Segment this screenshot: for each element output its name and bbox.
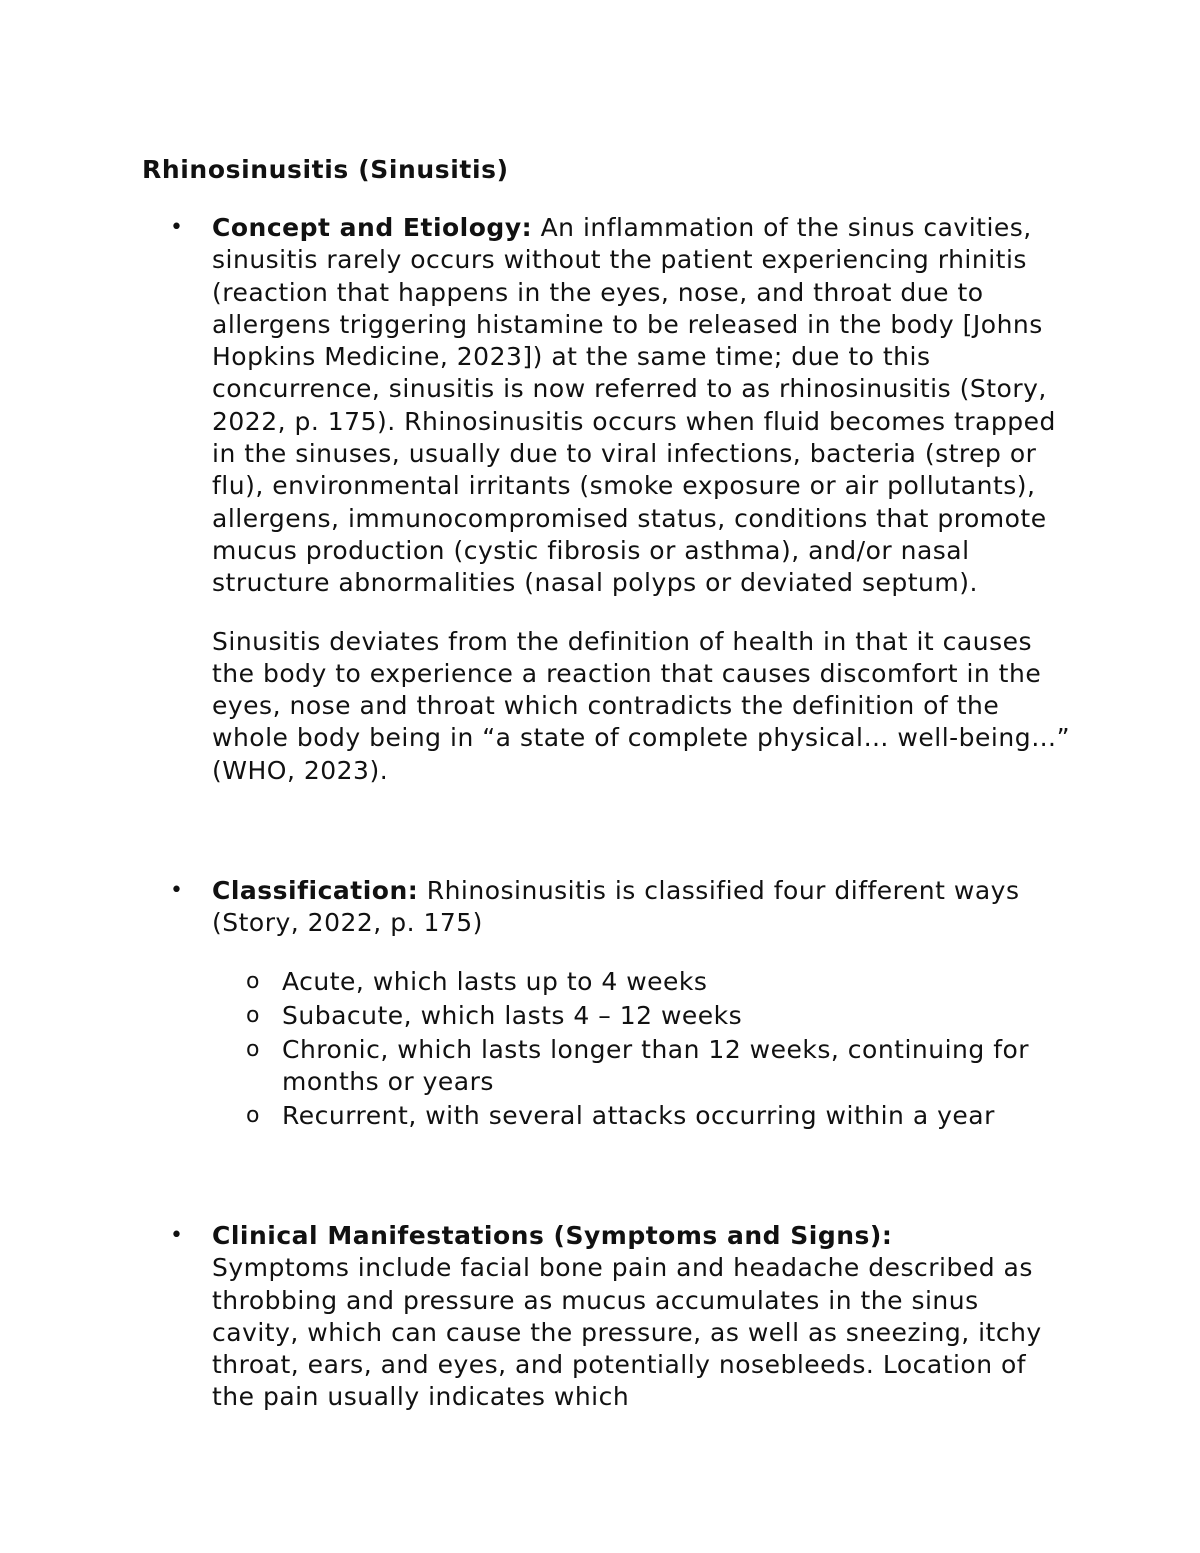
bullet-marker: •: [170, 215, 184, 240]
list-item: [246, 966, 1146, 998]
bullet-marker: •: [170, 1223, 184, 1248]
section-classification: [170, 875, 1052, 940]
list-item-text: Recurrent, with several attacks occurring within a year: [282, 1101, 995, 1131]
list-item: [246, 1034, 1052, 1099]
sub-bullet-marker: o: [246, 969, 260, 994]
list-item-text: Chronic, which lasts longer than 12 weeks, continuing for months or years: [282, 1034, 1030, 1097]
section-label: Concept and Etiology:: [212, 213, 533, 242]
bullet-marker: •: [170, 878, 184, 903]
classification-list: [246, 966, 1146, 1133]
section-label: Clinical Manifestations (Symptoms and Signs):: [212, 1221, 893, 1250]
health-deviation-paragraph: Sinusitis deviates from the definition of health in that it causes the body to experience a reaction that causes discomfort in the eyes, nose and throat which contradicts the definition of the whole body being in “a state of complete physical… well-being…” (WHO, 2023).: [212, 626, 1071, 785]
section-label: Classification:: [212, 876, 419, 905]
list-item: [246, 1000, 1146, 1032]
section-clinical-manifestations: [170, 1220, 1072, 1414]
sub-bullet-marker: o: [246, 1002, 260, 1028]
concept-paragraph: [212, 212, 1072, 600]
list-item-text: Acute, which lasts up to 4 weeks: [282, 967, 708, 996]
sub-bullet-marker: o: [246, 1036, 260, 1062]
clinical-paragraph: [212, 1220, 1072, 1414]
concept-text: An inflammation of the sinus cavities, sinusitis rarely occurs without the patient experiencing rhinitis (reaction that happens in the eyes, nose, and throat due to allergens triggering histamine to be released in the body [Johns Hopkins Medicine, 2023]) at the same time; due to this concurrence, sinusitis is now referred to as rhinosinusitis (Story, 2022, p. 175). Rhinosinusitis occurs when fluid becomes trapped in the sinuses, usually due to viral infections, bacteria (strep or flu), environmental irritants (smoke exposure or air pollutants), allergens, immunocompromised status, conditions that promote mucus production (cystic fibrosis or asthma), and/or nasal structure abnormalities (nasal polyps or deviated septum).: [212, 213, 1056, 598]
list-item-text: Subacute, which lasts 4 – 12 weeks: [282, 1000, 743, 1030]
clinical-text: Symptoms include facial bone pain and headache described as throbbing and pressure as mucus accumulates in the sinus cavity, which can cause the pressure, as well as sneezing, itchy throat, ears, and eyes, and potentially nosebleeds. Location of the pain usually indicates which: [212, 1253, 1042, 1412]
list-item: [246, 1100, 1146, 1132]
document-title: Rhinosinusitis (Sinusitis): [142, 155, 509, 184]
sub-bullet-marker: o: [246, 1103, 260, 1129]
classification-intro: Rhinosinusitis is classified four different ways (Story, 2022, p. 175): [212, 876, 1020, 938]
classification-paragraph: [212, 875, 1052, 940]
section-concept-etiology: [170, 212, 1072, 787]
